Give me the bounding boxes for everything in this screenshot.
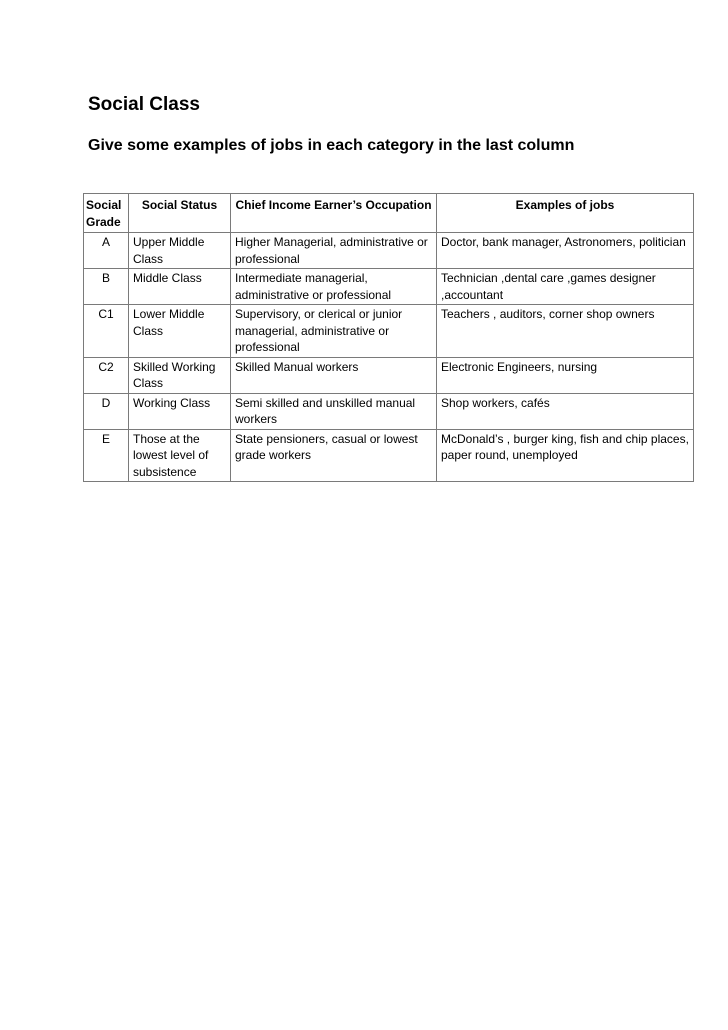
status-cell: Working Class — [129, 393, 231, 429]
header-social-grade: Social Grade — [84, 194, 129, 233]
table-row — [84, 429, 694, 482]
status-cell: Upper Middle Class — [129, 233, 231, 269]
status-cell: Those at the lowest level of subsistence — [129, 429, 231, 482]
grade-cell: A — [84, 233, 129, 269]
occupation-cell: Supervisory, or clerical or junior managerial, administrative or professional — [231, 305, 437, 358]
occupation-cell: Semi skilled and unskilled manual workers — [231, 393, 437, 429]
grade-cell: B — [84, 269, 129, 305]
occupation-cell: Skilled Manual workers — [231, 357, 437, 393]
table-header-row — [84, 194, 694, 233]
grade-cell: D — [84, 393, 129, 429]
social-class-table — [83, 193, 694, 482]
table-row — [84, 357, 694, 393]
header-social-status: Social Status — [129, 194, 231, 233]
examples-cell: Shop workers, cafés — [437, 393, 694, 429]
examples-cell: Electronic Engineers, nursing — [437, 357, 694, 393]
table-row — [84, 269, 694, 305]
occupation-cell: Higher Managerial, administrative or professional — [231, 233, 437, 269]
examples-cell: Teachers , auditors, corner shop owners — [437, 305, 694, 358]
status-cell: Lower Middle Class — [129, 305, 231, 358]
grade-cell: E — [84, 429, 129, 482]
header-examples: Examples of jobs — [437, 194, 694, 233]
page-title: Social Class — [88, 94, 200, 115]
occupation-cell: State pensioners, casual or lowest grade workers — [231, 429, 437, 482]
header-occupation: Chief Income Earner’s Occupation — [231, 194, 437, 233]
examples-cell: Technician ,dental care ,games designer ,accountant — [437, 269, 694, 305]
examples-cell: McDonald’s , burger king, fish and chip places, paper round, unemployed — [437, 429, 694, 482]
status-cell: Middle Class — [129, 269, 231, 305]
table-row — [84, 305, 694, 358]
table-body — [84, 233, 694, 482]
occupation-cell: Intermediate managerial, administrative or professional — [231, 269, 437, 305]
grade-cell: C2 — [84, 357, 129, 393]
status-cell: Skilled Working Class — [129, 357, 231, 393]
table-header — [84, 194, 694, 233]
table-row — [84, 233, 694, 269]
grade-cell: C1 — [84, 305, 129, 358]
examples-cell: Doctor, bank manager, Astronomers, politician — [437, 233, 694, 269]
table-row — [84, 393, 694, 429]
page-subtitle: Give some examples of jobs in each category in the last column — [88, 137, 575, 154]
